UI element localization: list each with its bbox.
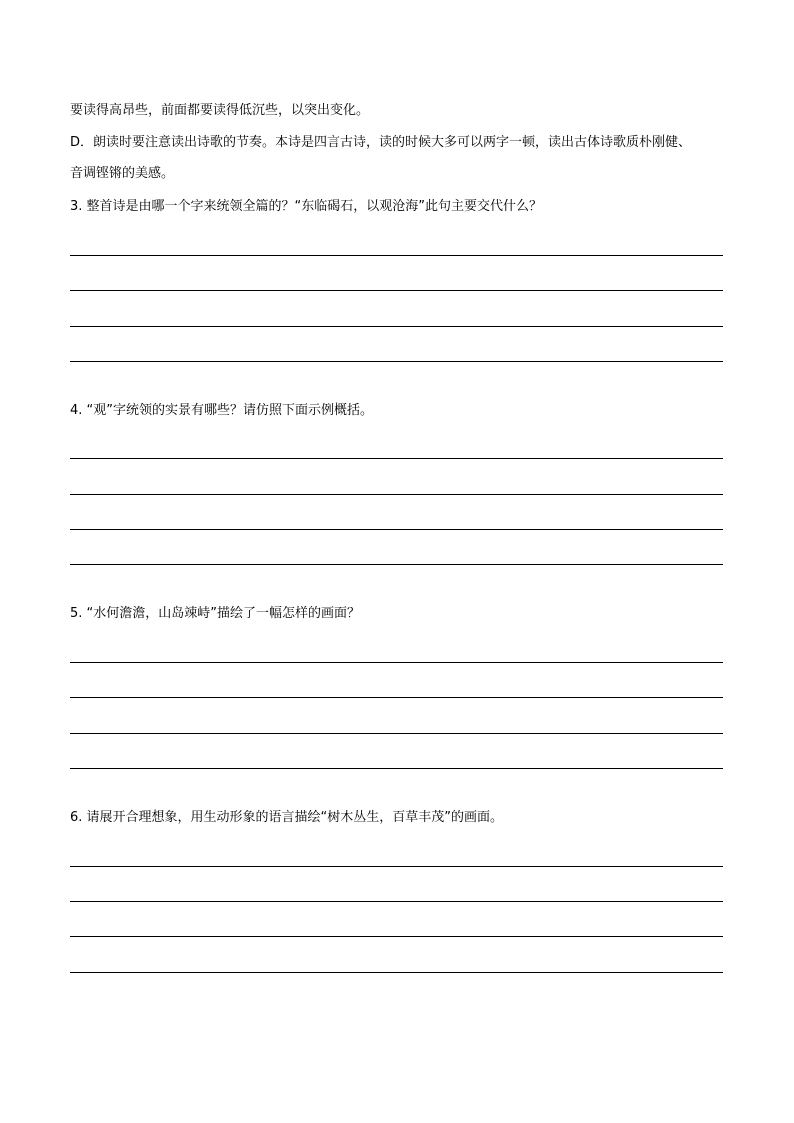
answer-line[interactable] [70, 936, 723, 937]
answer-line[interactable] [70, 361, 723, 362]
answer-line[interactable] [70, 866, 723, 867]
answer-line[interactable] [70, 290, 723, 291]
answer-line[interactable] [70, 697, 723, 698]
answer-line[interactable] [70, 255, 723, 256]
answer-line[interactable] [70, 662, 723, 663]
answer-line[interactable] [70, 901, 723, 902]
option-d-text: D．朗读时要注意读出诗歌的节奏。本诗是四言古诗，读的时候大多可以两字一顿，读出古体诗歌质朴刚健、 [70, 135, 692, 150]
answer-line[interactable] [70, 564, 723, 565]
question-3: 3. 整首诗是由哪一个字来统领全篇的？“东临碣石，以观沧海”此句主要交代什么？ [70, 199, 543, 214]
answer-line[interactable] [70, 972, 723, 973]
question-4: 4. “观”字统领的实景有哪些？请仿照下面示例概括。 [70, 403, 374, 418]
continuation-text: 要读得高昂些，前面都要读得低沉些，以突出变化。 [70, 103, 370, 118]
answer-line[interactable] [70, 768, 723, 769]
answer-line[interactable] [70, 529, 723, 530]
question-6: 6. 请展开合理想象，用生动形象的语言描绘“树木丛生，百草丰茂”的画面。 [70, 810, 504, 825]
question-5: 5. “水何澹澹，山岛竦峙”描绘了一幅怎样的画面？ [70, 606, 361, 621]
answer-line[interactable] [70, 494, 723, 495]
answer-line[interactable] [70, 733, 723, 734]
option-d-text-continued: 音调铿锵的美感。 [70, 166, 175, 181]
answer-line[interactable] [70, 326, 723, 327]
answer-line[interactable] [70, 458, 723, 459]
